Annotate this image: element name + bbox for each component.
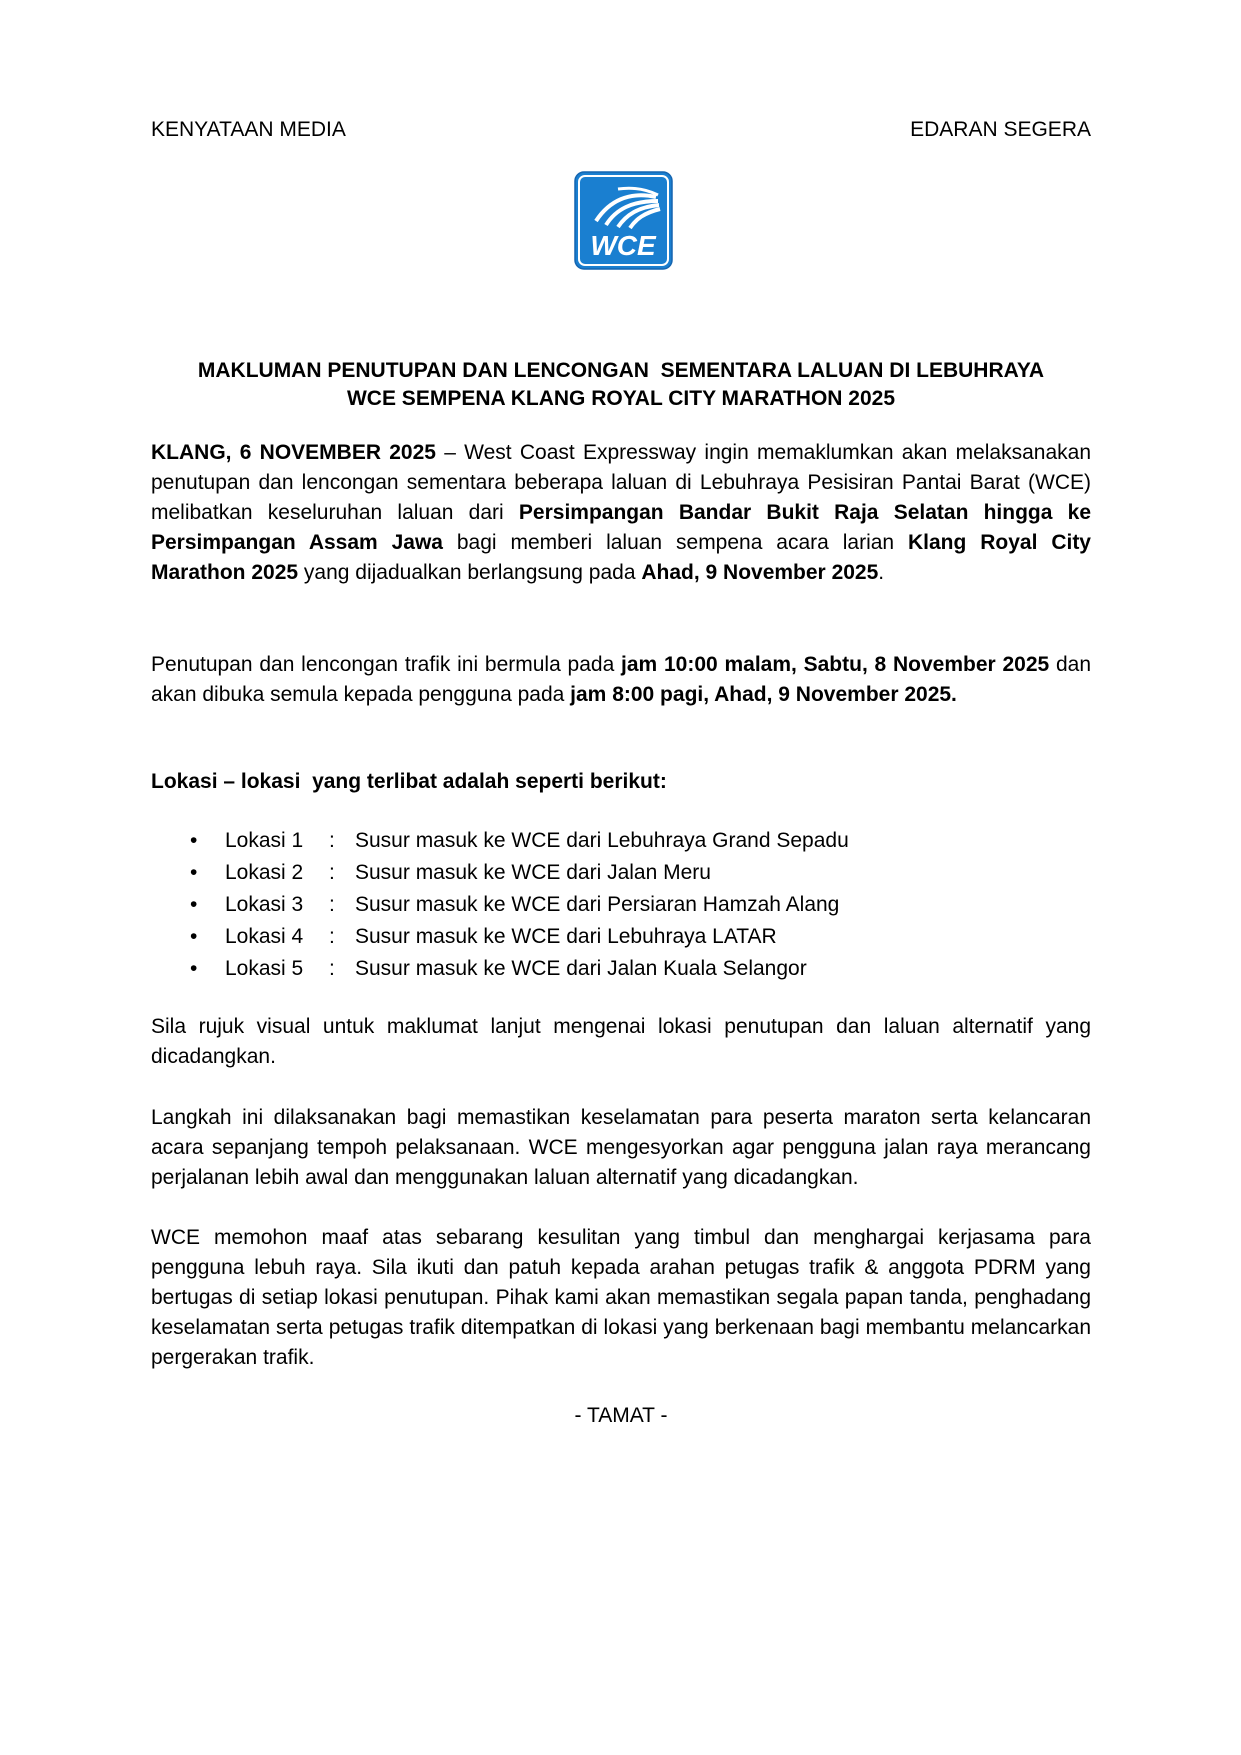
location-label: Lokasi 4 xyxy=(225,925,304,948)
intro-text-1: – West Coast Expressway ingin memaklumkan akan melaksanakan penutupan dan lencongan sementara beberapa laluan di Lebuhraya Pesisiran Pantai Barat (WCE) melibatkan keseluruhan laluan dari xyxy=(151,441,1092,524)
logo-text: WCE xyxy=(590,230,656,261)
location-label: Lokasi 5 xyxy=(225,957,304,980)
locations-list xyxy=(151,826,1091,986)
end-marker: - TAMAT - xyxy=(574,1404,668,1427)
header-immediate-release: EDARAN SEGERA xyxy=(910,118,1091,141)
paragraph-intro xyxy=(151,438,1091,588)
bullet-icon: • xyxy=(190,957,198,980)
location-separator: : xyxy=(329,829,335,852)
location-desc: Susur masuk ke WCE dari Lebuhraya Grand Sepadu xyxy=(355,829,849,852)
title-line-1: MAKLUMAN PENUTUPAN DAN LENCONGAN SEMENTARA LALUAN DI LEBUHRAYA xyxy=(197,359,1045,382)
location-separator: : xyxy=(329,957,335,980)
paragraph-visual-reference: Sila rujuk visual untuk maklumat lanjut mengenai lokasi penutupan dan laluan alternatif yang dicadangkan. xyxy=(151,1015,1091,1068)
intro-text-4: . xyxy=(878,561,885,584)
list-item xyxy=(151,890,1091,922)
list-item xyxy=(151,922,1091,954)
intro-text-2: bagi memberi laluan sempena acara larian xyxy=(442,531,908,554)
header-media-statement: KENYATAAN MEDIA xyxy=(151,118,346,141)
locations-heading: Lokasi – lokasi yang terlibat adalah seperti berikut: xyxy=(151,770,667,793)
location-desc: Susur masuk ke WCE dari Jalan Kuala Selangor xyxy=(355,957,807,980)
intro-text-3: yang dijadualkan berlangsung pada xyxy=(298,561,642,584)
location-label: Lokasi 1 xyxy=(225,829,304,852)
list-item xyxy=(151,826,1091,858)
title-line-2: WCE SEMPENA KLANG ROYAL CITY MARATHON 2025 xyxy=(346,387,896,410)
location-desc: Susur masuk ke WCE dari Lebuhraya LATAR xyxy=(355,925,777,948)
intro-date: Ahad, 9 November 2025 xyxy=(641,561,879,584)
location-separator: : xyxy=(329,861,335,884)
schedule-text-1: Penutupan dan lencongan trafik ini bermula pada xyxy=(151,653,622,676)
location-separator: : xyxy=(329,925,335,948)
location-label: Lokasi 3 xyxy=(225,893,304,916)
bullet-icon: • xyxy=(190,925,198,948)
intro-route: Persimpangan Bandar Bukit Raja Selatan hingga ke Persimpangan Assam Jawa xyxy=(151,501,1092,554)
schedule-end: jam 8:00 pagi, Ahad, 9 November 2025. xyxy=(570,683,957,706)
intro-event: Klang Royal City Marathon 2025 xyxy=(151,531,1091,584)
paragraph-schedule xyxy=(151,650,1091,710)
dateline: KLANG, 6 NOVEMBER 2025 xyxy=(151,441,436,464)
list-item xyxy=(151,954,1091,986)
page-title xyxy=(151,357,1091,413)
location-desc: Susur masuk ke WCE dari Jalan Meru xyxy=(355,861,711,884)
paragraph-apology: WCE memohon maaf atas sebarang kesulitan yang timbul dan menghargai kerjasama para pengguna lebuh raya. Sila ikuti dan patuh kepada arahan petugas trafik & anggota PDRM yang bertugas di setiap lokasi penutupan. Pihak kami akan memastikan segala papan tanda, penghadang keselamatan serta petugas trafik ditempatkan di lokasi yang berkenaan bagi membantu melancarkan pergerakan trafik. xyxy=(151,1226,1091,1369)
bullet-icon: • xyxy=(190,861,198,884)
location-label: Lokasi 2 xyxy=(225,861,304,884)
schedule-text-2: dan akan dibuka semula kepada pengguna pada xyxy=(151,653,1092,706)
wce-logo xyxy=(574,171,673,270)
bullet-icon: • xyxy=(190,893,198,916)
schedule-start: jam 10:00 malam, Sabtu, 8 November 2025 xyxy=(621,653,1050,676)
list-item xyxy=(151,858,1091,890)
paragraph-safety: Langkah ini dilaksanakan bagi memastikan keselamatan para peserta maraton serta kelancaran acara sepanjang tempoh pelaksanaan. WCE mengesyorkan agar pengguna jalan raya merancang perjalanan lebih awal dan menggunakan laluan alternatif yang dicadangkan. xyxy=(151,1106,1091,1189)
bullet-icon: • xyxy=(190,829,198,852)
location-desc: Susur masuk ke WCE dari Persiaran Hamzah Alang xyxy=(355,893,840,916)
location-separator: : xyxy=(329,893,335,916)
wce-logo-icon xyxy=(574,171,673,270)
